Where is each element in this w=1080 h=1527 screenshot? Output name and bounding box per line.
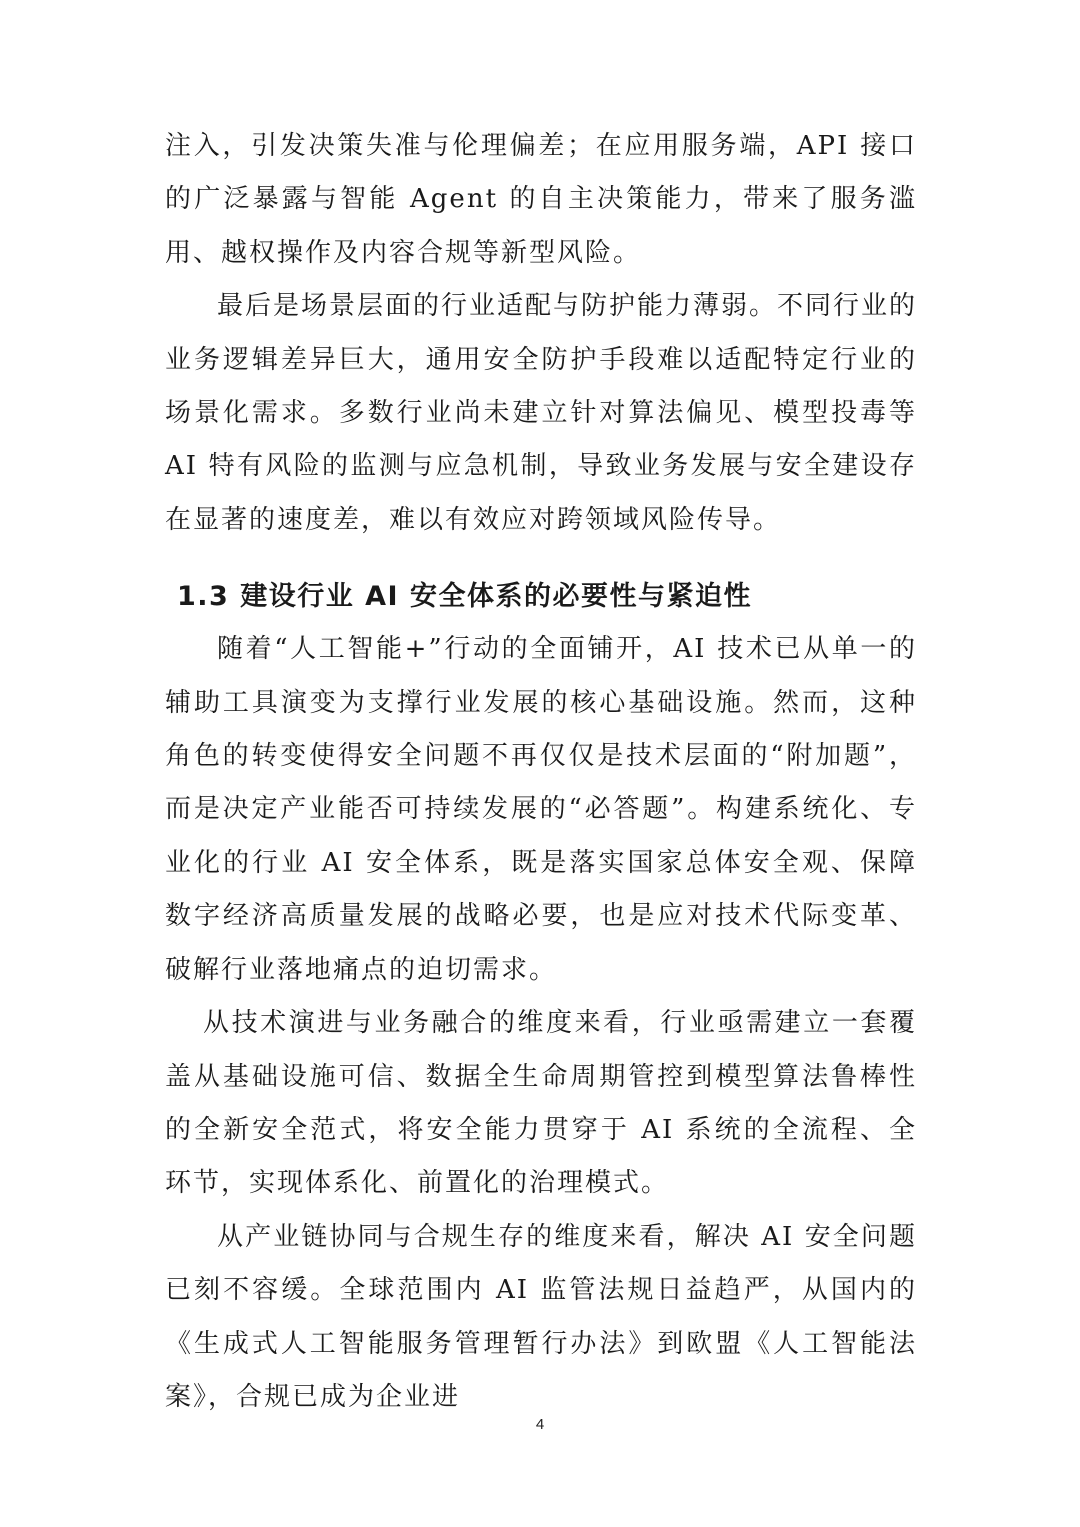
paragraph-compliance-dimension: 从产业链协同与合规生存的维度来看，解决 AI 安全问题已刻不容缓。全球范围内 AI 监管法规日益趋严，从国内的《生成式人工智能服务管理暂行办法》到欧盟《人工智能法案》，合规已成为企业进 xyxy=(165,1221,917,1412)
paragraph-continued: 注入，引发决策失准与伦理偏差；在应用服务端，API 接口的广泛暴露与智能 Agent 的自主决策能力，带来了服务滥用、越权操作及内容合规等新型风险。 xyxy=(165,131,917,268)
paragraph-necessity: 随着“人工智能+”行动的全面铺开，AI 技术已从单一的辅助工具演变为支撑行业发展的核心基础设施。然而，这种角色的转变使得安全问题不再仅仅是技术层面的“附加题”，而是决定产业能否可持续发展的“必答题”。构建系统化、专业化的行业 AI 安全体系，既是落实国家总体安全观、保障数字经济高质量发展的战略必要，也是应对技术代际变革、破解行业落地痛点的迫切需求。 xyxy=(165,634,917,985)
page-number: 4 xyxy=(535,1416,545,1433)
section-heading: 1.3 建设行业 AI 安全体系的必要性与紧迫性 xyxy=(177,581,752,613)
paragraph-scenario-risk: 最后是场景层面的行业适配与防护能力薄弱。不同行业的业务逻辑差异巨大，通用安全防护手段难以适配特定行业的场景化需求。多数行业尚未建立针对算法偏见、模型投毒等 AI 特有风险的监测与应急机制，导致业务发展与安全建设存在显著的速度差，难以有效应对跨领域风险传导。 xyxy=(165,291,918,535)
document-body xyxy=(165,120,917,1424)
paragraph-technical-dimension: 从技术演进与业务融合的维度来看，行业亟需建立一套覆盖从基础设施可信、数据全生命周期管控到模型算法鲁棒性的全新安全范式，将安全能力贯穿于 AI 系统的全流程、全环节，实现体系化、前置化的治理模式。 xyxy=(165,1008,917,1199)
